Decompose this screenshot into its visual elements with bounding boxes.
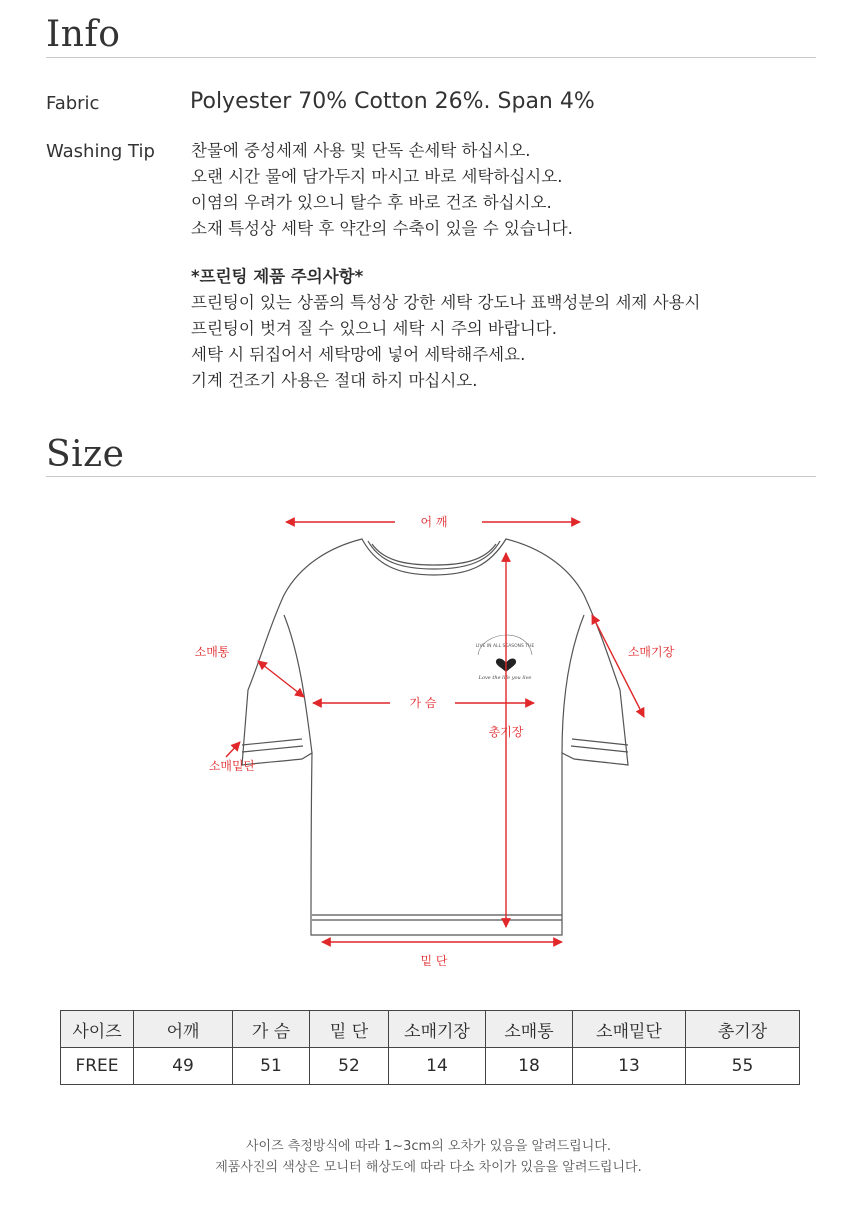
table-cell: 13 [573,1048,686,1085]
printing-line: 기계 건조기 사용은 절대 하지 마십시오. [191,371,478,390]
washing-line: 이염의 우려가 있으니 탈수 후 바로 건조 하십시오. [191,193,552,212]
printing-caution [191,264,700,394]
printing-caution-title: *프린팅 제품 주의사항* [191,267,364,286]
table-cell: 51 [233,1048,310,1085]
header-cell: 밑 단 [310,1011,389,1048]
header-cell: 어깨 [134,1011,233,1048]
table-cell: 14 [389,1048,486,1085]
total-length-label: 총기장 [488,725,524,739]
sleeve-length-label: 소매기장 [627,645,675,659]
header-cell: 가 슴 [233,1011,310,1048]
size-table [60,1010,800,1085]
table-cell: FREE [61,1048,134,1085]
fabric-label: Fabric [46,93,100,114]
info-divider [46,57,816,58]
fabric-value: Polyester 70% Cotton 26%. Span 4% [190,89,595,114]
washing-line: 소재 특성상 세탁 후 약간의 수축이 있을 수 있습니다. [191,219,573,238]
note-line: 제품사진의 색상은 모니터 해상도에 따라 다소 차이가 있음을 알려드립니다. [215,1160,642,1175]
size-title: Size [46,434,125,475]
size-divider [46,476,816,477]
print-top-text: LIVE IN ALL SEASONS THE [475,644,535,649]
note-line: 사이즈 측정방식에 따라 1~3cm의 오차가 있음을 알려드립니다. [245,1139,611,1154]
washing-tip-label: Washing Tip [46,141,155,162]
table-cell: 52 [310,1048,389,1085]
table-cell: 49 [134,1048,233,1085]
table-cell: 18 [486,1048,573,1085]
print-script-text: Love the life you live [478,675,532,681]
header-cell: 사이즈 [61,1011,134,1048]
washing-line: 찬물에 중성세제 사용 및 단독 손세탁 하십시오. [191,141,531,160]
printing-line: 세탁 시 뒤집어서 세탁망에 넣어 세탁해주세요. [191,345,526,364]
size-notes [0,1136,857,1178]
header-cell: 총기장 [686,1011,800,1048]
table-cell: 55 [686,1048,800,1085]
info-title: Info [46,14,121,55]
washing-line: 오랜 시간 물에 담가두지 마시고 바로 세탁하십시오. [191,167,563,186]
table-row [61,1048,800,1085]
printing-line: 프린팅이 있는 상품의 특성상 강한 세탁 강도나 표백성분의 세제 사용시 [191,293,701,312]
washing-tip-text [191,138,573,242]
hem-label: 밑 단 [420,954,448,968]
header-cell: 소매통 [486,1011,573,1048]
size-table-header [61,1011,800,1048]
header-cell: 소매밑단 [573,1011,686,1048]
sleeve-width-label: 소매통 [194,645,230,659]
sleeve-hem-arrow [226,742,240,757]
chest-label: 가 슴 [409,696,437,710]
tshirt-outline [242,539,628,935]
header-cell: 소매기장 [389,1011,486,1048]
printing-line: 프린팅이 벗겨 질 수 있으니 세탁 시 주의 바랍니다. [191,319,557,338]
tshirt-size-diagram [0,495,857,975]
sleeve-hem-label: 소매밑단 [208,759,256,773]
shoulder-label: 어 깨 [420,515,448,529]
